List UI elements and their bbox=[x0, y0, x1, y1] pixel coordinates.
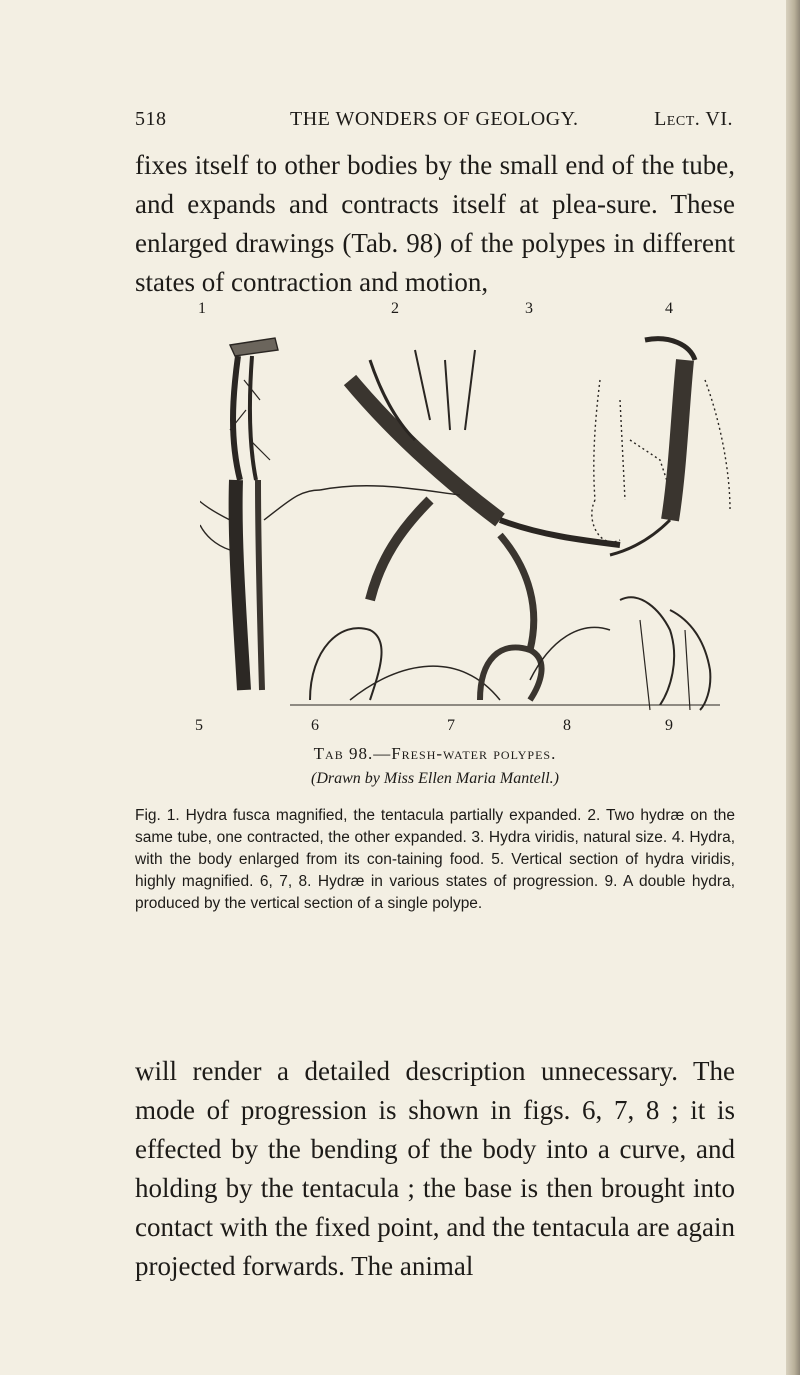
fig-number-8: 8 bbox=[563, 717, 571, 734]
figure-credit: (Drawn by Miss Ellen Maria Mantell.) bbox=[311, 770, 559, 787]
fig-number-3: 3 bbox=[525, 300, 533, 317]
figure-legend-text: Fig. 1. Hydra fusca magnified, the tentacula partially expanded. 2. Two hydræ on the same tube, one contracted, the other expanded. 3. Hydra viridis, natural size. 4. Hydra, with the body enlarged from its con-taining food. 5. Vertical section of hydra viridis, highly magnified. 6, 7, 8. Hydræ in various states of progression. 9. A double hydra, produced by the vertical section of a single polype. bbox=[135, 807, 735, 912]
figure-legend bbox=[135, 805, 735, 915]
fig-number-9: 9 bbox=[665, 717, 673, 734]
paragraph-top bbox=[135, 146, 735, 302]
hydra-figs-5-9 bbox=[290, 597, 720, 710]
running-title: THE WONDERS OF GEOLOGY. bbox=[290, 108, 579, 130]
fig-number-5: 5 bbox=[195, 717, 203, 734]
hydra-fig-4 bbox=[610, 339, 730, 555]
page-number: 518 bbox=[135, 108, 167, 130]
lecture-label: Lect. VI. bbox=[654, 108, 733, 130]
hydra-fig-3 bbox=[592, 380, 670, 542]
fig-number-4: 4 bbox=[665, 300, 673, 317]
fig-number-6: 6 bbox=[311, 717, 319, 734]
fig-number-7: 7 bbox=[447, 717, 455, 734]
paragraph-top-text: fixes itself to other bodies by the small end of the tube, and expands and contracts itself at plea-sure. These enlarged drawings (Tab. 98) of the polypes in different states of contraction and motion, bbox=[135, 150, 735, 297]
hydra-fig-1 bbox=[200, 338, 320, 690]
paragraph-bottom-text: will render a detailed description unnecessary. The mode of progression is shown in figs. 6, 7, 8 ; it is effected by the bending of the body into a curve, and holding by the tentacula ; the base is then brought into contact with the fixed point, and the tentacula are again projected forwards. The animal bbox=[135, 1056, 735, 1281]
fig-number-1: 1 bbox=[198, 300, 206, 317]
polype-plate-illustration bbox=[200, 320, 745, 715]
fig-number-2: 2 bbox=[391, 300, 399, 317]
paragraph-bottom bbox=[135, 1052, 735, 1286]
running-header bbox=[135, 108, 733, 134]
figure-numbers-bottom bbox=[195, 717, 715, 737]
hydra-fig-2 bbox=[320, 350, 620, 650]
figure-numbers-top bbox=[195, 300, 715, 320]
page-edge bbox=[786, 0, 800, 1375]
figure-title: Tab 98.—Fresh-water polypes. bbox=[313, 744, 557, 763]
